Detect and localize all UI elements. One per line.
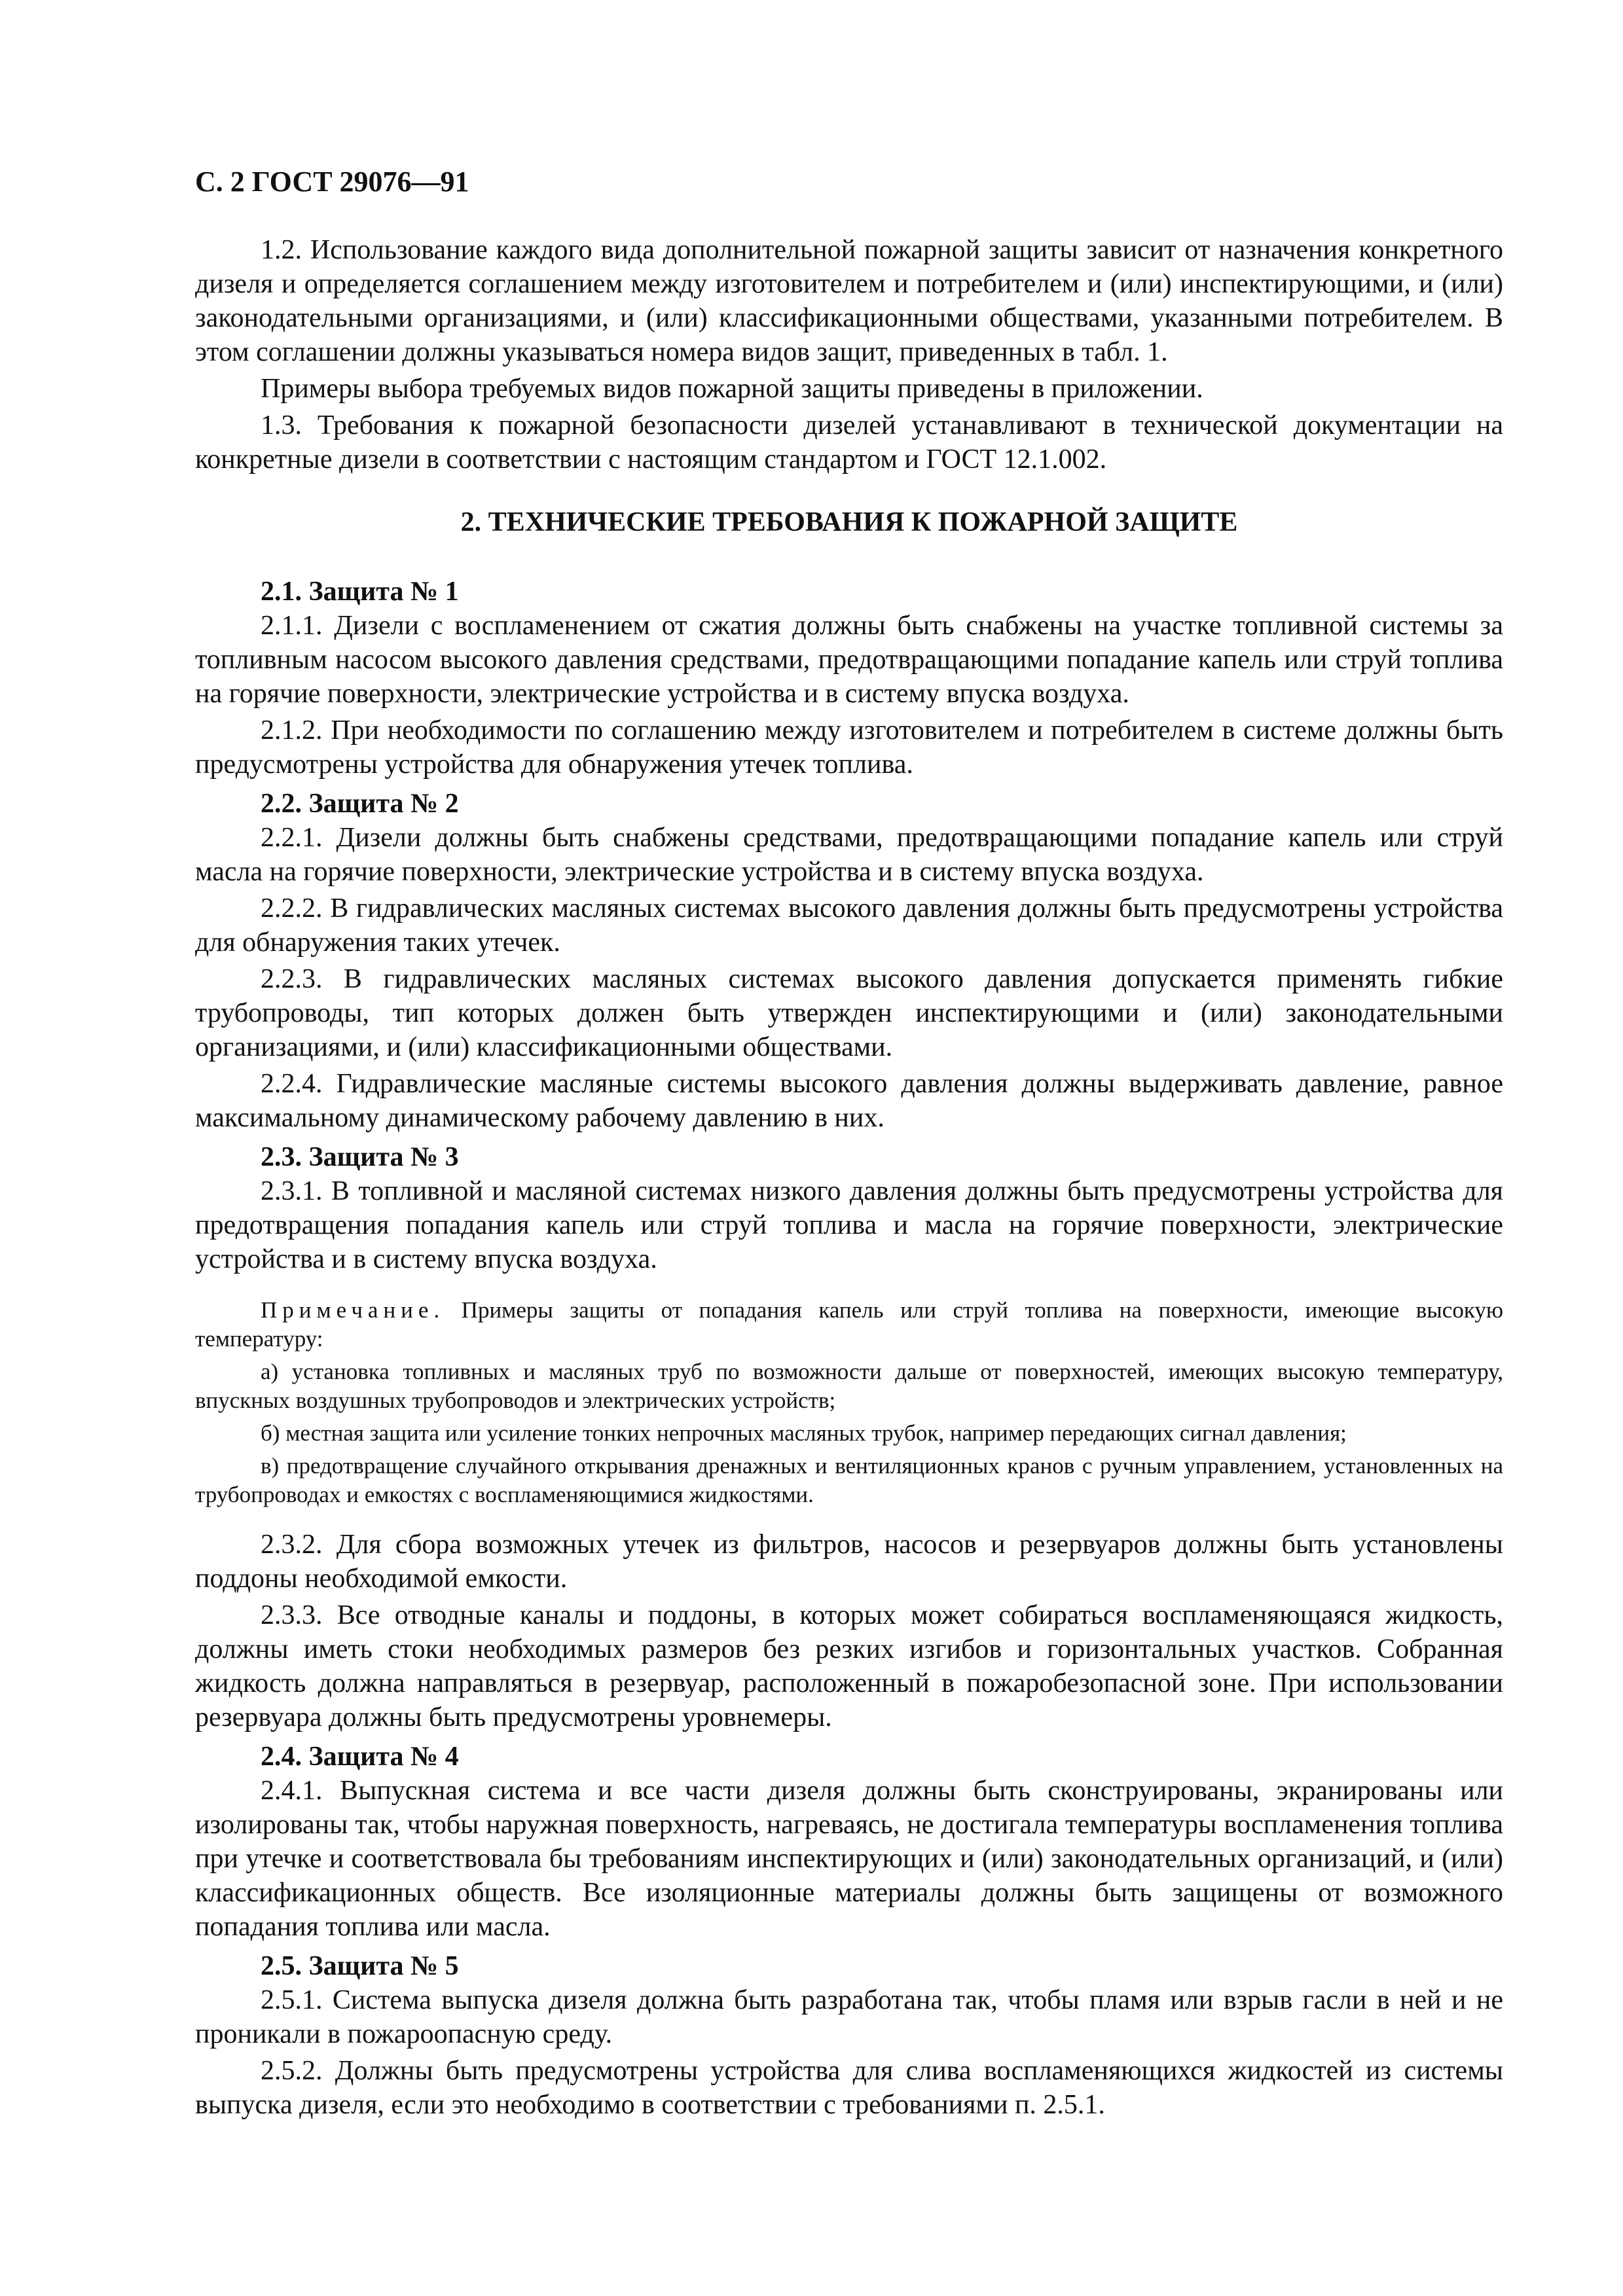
subsection-title-2-4: 2.4. Защита № 4 bbox=[261, 1742, 459, 1772]
paragraph-2-2-1: 2.2.1. Дизели должны быть снабжены средствами, предотвращающими попадание капель или струй масла на горячие поверхности, электрические устройства и в систему впуска воздуха. bbox=[195, 823, 1503, 887]
paragraph-2-5-1: 2.5.1. Система выпуска дизеля должна быть разработана так, чтобы пламя или взрыв гасли в ней и не проникали в пожароопасную среду. bbox=[195, 1985, 1503, 2049]
note-item-a: а) установка топливных и масляных труб по возможности дальше от поверхностей, имеющих высокую температуру, впускных воздушных трубопроводов и электрических устройств; bbox=[195, 1359, 1503, 1413]
note-block bbox=[195, 1296, 1503, 1509]
paragraph-examples: Примеры выбора требуемых видов пожарной защиты приведены в приложении. bbox=[261, 374, 1203, 404]
subsection-title-2-1: 2.1. Защита № 1 bbox=[261, 577, 459, 607]
note-intro bbox=[195, 1296, 1503, 1354]
note-item-c: в) предотвращение случайного открывания дренажных и вентиляционных кранов с ручным управлением, установленных на трубопроводах и емкостях с воспламеняющимися жидкостями. bbox=[195, 1453, 1503, 1507]
paragraph-2-3-2: 2.3.2. Для сбора возможных утечек из фильтров, насосов и резервуаров должны быть установлены поддоны необходимой емкости. bbox=[195, 1530, 1503, 1594]
subsection-title-2-5: 2.5. Защита № 5 bbox=[261, 1951, 459, 1981]
note-intro-text: Примеры защиты от попадания капель или струй топлива на поверхности, имеющие высокую температуру: bbox=[195, 1297, 1503, 1352]
paragraph-1-2: 1.2. Использование каждого вида дополнительной пожарной защиты зависит от назначения конкретного дизеля и определяется соглашением между изготовителем и потребителем и (или) инспектирующими, и (или) законодательными организациями, и (или) классификационными обществами, указанными потребителем. В этом соглашении должны указываться номера видов защит, приведенных в табл. 1. bbox=[195, 235, 1503, 367]
document-page bbox=[195, 164, 1503, 2125]
subsection-title-2-2: 2.2. Защита № 2 bbox=[261, 789, 459, 819]
note-label: Примечание. bbox=[261, 1297, 445, 1323]
paragraph-1-3: 1.3. Требования к пожарной безопасности дизелей устанавливают в технической документации на конкретные дизели в соответствии с настоящим стандартом и ГОСТ 12.1.002. bbox=[195, 410, 1503, 475]
paragraph-2-5-2: 2.5.2. Должны быть предусмотрены устройства для слива воспламеняющихся жидкостей из системы выпуска дизеля, если это необходимо в соответствии с требованиями п. 2.5.1. bbox=[195, 2056, 1503, 2120]
note-item-b: б) местная защита или усиление тонких непрочных масляных трубок, например передающих сигнал давления; bbox=[261, 1420, 1347, 1446]
paragraph-2-4-1: 2.4.1. Выпускная система и все части дизеля должны быть сконструированы, экранированы или изолированы так, чтобы наружная поверхность, нагреваясь, не достигала температуры воспламенения топлива при утечке и соответствовала бы требованиям инспектирующих и (или) законодательных организаций, и (или) классификационных обществ. Все изоляционные материалы должны быть защищены от возможного попадания топлива или масла. bbox=[195, 1776, 1503, 1942]
paragraph-2-3-1: 2.3.1. В топливной и масляной системах низкого давления должны быть предусмотрены устройства для предотвращения попадания капель или струй топлива и масла на горячие поверхности, электрические устройства и в систему впуска воздуха. bbox=[195, 1176, 1503, 1274]
paragraph-2-1-2: 2.1.2. При необходимости по соглашению между изготовителем и потребителем в системе должны быть предусмотрены устройства для обнаружения утечек топлива. bbox=[195, 715, 1503, 780]
section-title: 2. ТЕХНИЧЕСКИЕ ТРЕБОВАНИЯ К ПОЖАРНОЙ ЗАЩИТЕ bbox=[460, 507, 1238, 537]
paragraph-2-2-3: 2.2.3. В гидравлических масляных системах высокого давления допускается применять гибкие трубопроводы, тип которых должен быть утвержден инспектирующими и (или) законодательными организациями, и (или) классификационными обществами. bbox=[195, 964, 1503, 1062]
paragraph-2-3-3: 2.3.3. Все отводные каналы и поддоны, в которых может собираться воспламеняющаяся жидкость, должны иметь стоки необходимых размеров без резких изгибов и горизонтальных участков. Собранная жидкость должна направляться в резервуар, расположенный в пожаробезопасной зоне. При использовании резервуара должны быть предусмотрены уровнемеры. bbox=[195, 1600, 1503, 1732]
paragraph-2-1-1: 2.1.1. Дизели с воспламенением от сжатия должны быть снабжены на участке топливной системы за топливным насосом высокого давления средствами, предотвращающими попадание капель или струй топлива на горячие поверхности, электрические устройства и в систему впуска воздуха. bbox=[195, 611, 1503, 709]
subsection-title-2-3: 2.3. Защита № 3 bbox=[261, 1142, 459, 1172]
paragraph-2-2-2: 2.2.2. В гидравлических масляных системах высокого давления должны быть предусмотрены устройства для обнаружения таких утечек. bbox=[195, 893, 1503, 958]
paragraph-2-2-4: 2.2.4. Гидравлические масляные системы высокого давления должны выдерживать давление, равное максимальному динамическому рабочему давлению в них. bbox=[195, 1069, 1503, 1133]
page-header: С. 2 ГОСТ 29076—91 bbox=[195, 166, 469, 198]
